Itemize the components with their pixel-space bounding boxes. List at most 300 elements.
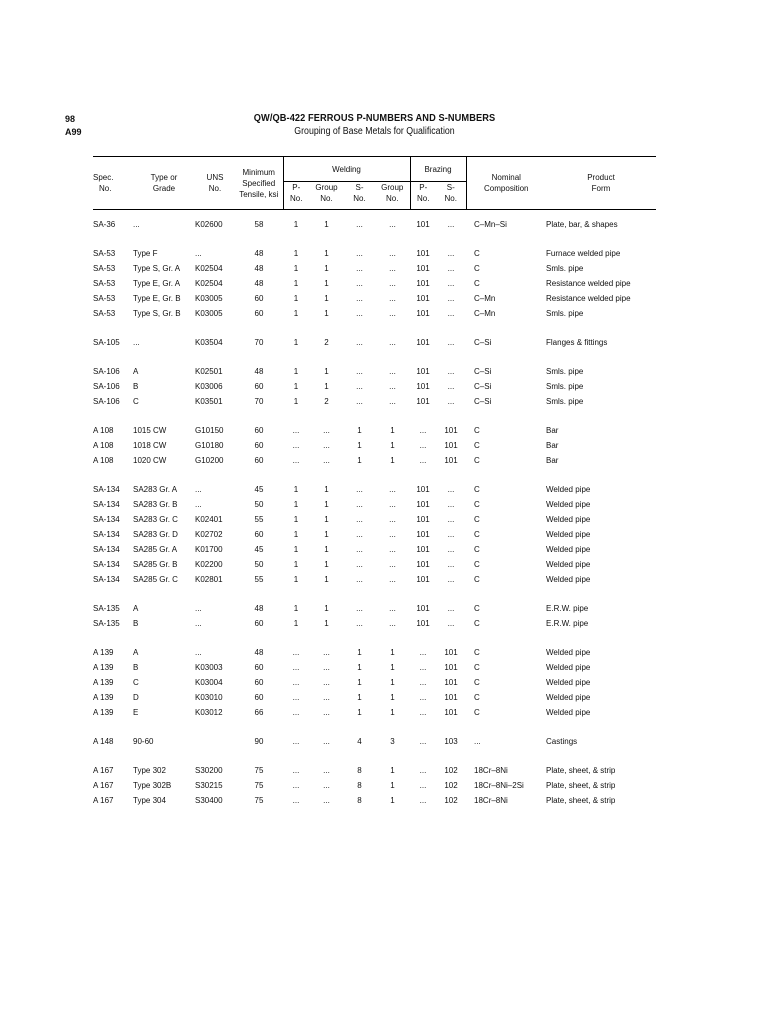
welding-group-cell: ... [323, 648, 330, 657]
group-spacer [93, 210, 656, 218]
composition-cell: C [474, 485, 480, 494]
type-cell: Type 302 [133, 766, 166, 775]
welding-p-cell: ... [292, 441, 300, 450]
tensile-cell: 45 [254, 545, 264, 554]
uns-cell: K03003 [195, 663, 223, 672]
uns-cell: ... [195, 500, 202, 509]
table-row [93, 793, 656, 808]
uns-cell: K02501 [195, 367, 223, 376]
type-cell: SA285 Gr. A [133, 545, 178, 554]
welding-group2-cell: ... [389, 545, 396, 554]
welding-s-cell: ... [356, 338, 363, 347]
group-spacer [93, 350, 656, 364]
welding-p-cell: 1 [293, 382, 299, 391]
composition-cell: C–Mn [474, 309, 496, 318]
spacer-cell [93, 232, 656, 246]
welding-group2-cell: ... [389, 309, 396, 318]
tensile-cell: 60 [254, 294, 264, 303]
welding-s-cell: ... [356, 382, 363, 391]
spec-cell: SA-134 [93, 515, 120, 524]
brazing-s-cell: ... [447, 382, 455, 391]
group-spacer [93, 232, 656, 246]
composition-cell: C [474, 249, 480, 258]
welding-s-cell: 1 [357, 426, 362, 435]
spec-cell: SA-134 [93, 500, 120, 509]
form-cell: Welded pipe [546, 500, 591, 509]
tensile-cell: 75 [254, 796, 264, 805]
composition-cell: C [474, 678, 480, 687]
col-composition-header: Nominal Composition [466, 157, 546, 210]
brazing-p-cell: 101 [416, 397, 430, 406]
group-spacer [93, 321, 656, 335]
type-cell: Type E, Gr. B [133, 294, 181, 303]
table-row [93, 379, 656, 394]
tensile-cell: 58 [254, 220, 264, 229]
welding-s-cell: ... [356, 530, 363, 539]
group-spacer [93, 409, 656, 423]
tensile-cell: 48 [254, 367, 264, 376]
welding-group2-cell: ... [389, 382, 396, 391]
spacer-cell [93, 631, 656, 645]
uns-cell: ... [195, 648, 202, 657]
brazing-p-cell: ... [419, 426, 427, 435]
tensile-cell: 48 [254, 604, 264, 613]
col-spec-header: Spec. No. [93, 157, 133, 210]
type-cell: SA283 Gr. A [133, 485, 178, 494]
spec-cell: A 108 [93, 426, 114, 435]
welding-p-cell: 1 [293, 279, 299, 288]
welding-p-cell: ... [292, 781, 300, 790]
brazing-p-cell: 101 [416, 220, 430, 229]
spacer-cell [93, 210, 656, 218]
table-row [93, 572, 656, 587]
welding-group2-cell: ... [389, 604, 396, 613]
composition-cell: 18Cr–8Ni [474, 796, 508, 805]
brazing-p-cell: 101 [416, 264, 430, 273]
tensile-cell: 70 [254, 397, 264, 406]
welding-s-cell: ... [356, 397, 363, 406]
welding-s-cell: ... [356, 220, 363, 229]
type-cell: 1020 CW [133, 456, 167, 465]
table-row [93, 778, 656, 793]
spec-cell: A 139 [93, 648, 114, 657]
type-cell: Type 302B [133, 781, 172, 790]
welding-group2-cell: ... [389, 397, 396, 406]
type-cell: ... [133, 338, 140, 347]
tensile-cell: 60 [254, 426, 264, 435]
welding-group2-cell: ... [389, 515, 396, 524]
composition-cell: C [474, 545, 480, 554]
welding-group2-cell: 1 [390, 456, 395, 465]
welding-s-cell: ... [356, 560, 363, 569]
uns-cell: S30400 [195, 796, 223, 805]
spec-cell: SA-106 [93, 397, 120, 406]
welding-p-cell: 1 [293, 500, 299, 509]
welding-p-cell: 1 [293, 338, 299, 347]
tensile-cell: 60 [254, 619, 264, 628]
type-cell: Type 304 [133, 796, 166, 805]
type-cell: Type S, Gr. B [133, 309, 181, 318]
brazing-s-cell: ... [447, 619, 455, 628]
welding-s-cell: ... [356, 545, 363, 554]
tensile-cell: 60 [254, 309, 264, 318]
form-cell: Welded pipe [546, 530, 591, 539]
type-cell: C [133, 678, 139, 687]
brazing-s-cell: ... [447, 560, 455, 569]
brazing-p-cell: 101 [416, 604, 430, 613]
header-row-top [93, 157, 656, 182]
welding-group-cell: 1 [324, 560, 329, 569]
welding-s-cell: ... [356, 515, 363, 524]
table-row [93, 542, 656, 557]
welding-s-cell: 4 [357, 737, 362, 746]
welding-group2-cell: ... [389, 220, 396, 229]
type-cell: B [133, 382, 139, 391]
spec-cell: A 167 [93, 796, 114, 805]
brazing-s-cell: 101 [444, 663, 458, 672]
welding-group-cell: 1 [324, 367, 329, 376]
welding-p-cell: 1 [293, 264, 299, 273]
table-row [93, 394, 656, 409]
group-spacer [93, 749, 656, 763]
brazing-s-cell: 101 [444, 456, 458, 465]
spec-cell: SA-53 [93, 249, 116, 258]
welding-s-cell: 1 [357, 693, 362, 702]
brazing-s-cell: ... [447, 309, 455, 318]
brazing-s-cell: ... [447, 575, 455, 584]
table-row [93, 690, 656, 705]
tensile-cell: 45 [254, 485, 264, 494]
welding-group2-cell: 3 [390, 737, 395, 746]
form-cell: Plate, sheet, & strip [546, 781, 616, 790]
welding-group2-cell: 1 [390, 663, 395, 672]
welding-group-cell: 2 [324, 338, 329, 347]
col-welding-group-header: Group No. [315, 183, 338, 203]
welding-s-cell: ... [356, 249, 363, 258]
tensile-cell: 75 [254, 766, 264, 775]
spec-cell: A 148 [93, 737, 114, 746]
table-row [93, 335, 656, 350]
welding-group2-cell: ... [389, 367, 396, 376]
table-row [93, 217, 656, 232]
welding-group-cell: 1 [324, 309, 329, 318]
brazing-s-cell: 101 [444, 708, 458, 717]
brazing-s-cell: 101 [444, 648, 458, 657]
welding-group-cell: 1 [324, 530, 329, 539]
welding-s-cell: 1 [357, 456, 362, 465]
brazing-p-cell: ... [419, 781, 427, 790]
welding-group-cell: ... [323, 426, 330, 435]
brazing-p-cell: 101 [416, 294, 430, 303]
brazing-p-cell: 101 [416, 530, 430, 539]
spec-cell: A 139 [93, 678, 114, 687]
tensile-cell: 60 [254, 382, 264, 391]
welding-s-cell: 8 [357, 796, 362, 805]
welding-group-cell: 2 [324, 397, 329, 406]
form-cell: Smls. pipe [546, 367, 584, 376]
brazing-p-cell: 101 [416, 545, 430, 554]
form-cell: Welded pipe [546, 545, 591, 554]
table-title: QW/QB-422 FERROUS P-NUMBERS AND S-NUMBERS [253, 112, 496, 124]
spec-cell: SA-135 [93, 619, 120, 628]
col-uns-header: UNS No. [195, 157, 235, 210]
col-welding-p-header: P- No. [283, 182, 309, 210]
spec-cell: A 108 [93, 456, 114, 465]
welding-group-cell: 1 [324, 619, 329, 628]
table-row [93, 291, 656, 306]
welding-group-cell: 1 [324, 545, 329, 554]
uns-cell: ... [195, 619, 202, 628]
welding-group2-cell: ... [389, 530, 396, 539]
welding-p-cell: 1 [293, 530, 299, 539]
brazing-s-cell: ... [447, 397, 455, 406]
table-row [93, 438, 656, 453]
brazing-s-cell: ... [447, 220, 455, 229]
welding-p-cell: 1 [293, 309, 299, 318]
welding-p-cell: 1 [293, 294, 299, 303]
welding-p-cell: ... [292, 678, 300, 687]
welding-group-cell: ... [323, 693, 330, 702]
brazing-group-header: Brazing [410, 157, 466, 182]
brazing-p-cell: ... [419, 737, 427, 746]
form-cell: E.R.W. pipe [546, 619, 589, 628]
form-cell: Bar [546, 441, 559, 450]
composition-cell: ... [474, 737, 481, 746]
welding-s-cell: ... [356, 309, 363, 318]
form-cell: Welded pipe [546, 708, 591, 717]
welding-s-cell: 1 [357, 663, 362, 672]
type-cell: D [133, 693, 139, 702]
welding-p-cell: 1 [293, 220, 299, 229]
table-row [93, 527, 656, 542]
welding-s-cell: 8 [357, 781, 362, 790]
welding-p-cell: 1 [293, 515, 299, 524]
brazing-p-cell: 101 [416, 249, 430, 258]
welding-s-cell: 1 [357, 441, 362, 450]
brazing-s-cell: ... [447, 515, 455, 524]
uns-cell: K03005 [195, 309, 223, 318]
type-cell: A [133, 367, 139, 376]
composition-cell: C–Si [474, 382, 492, 391]
table-row [93, 246, 656, 261]
col-brazing-s-header: S- No. [436, 182, 466, 210]
form-cell: Welded pipe [546, 693, 591, 702]
col-welding-group2-header: Group No. [375, 182, 410, 210]
type-cell: B [133, 619, 139, 628]
spec-cell: A 139 [93, 693, 114, 702]
spec-cell: A 108 [93, 441, 114, 450]
welding-s-cell: ... [356, 264, 363, 273]
uns-cell: K02504 [195, 279, 223, 288]
composition-cell: C [474, 279, 480, 288]
form-cell: Welded pipe [546, 560, 591, 569]
brazing-p-cell: 101 [416, 367, 430, 376]
col-brazing-p-header: P- No. [417, 183, 430, 203]
brazing-s-cell: ... [447, 604, 455, 613]
welding-group-cell: 1 [324, 575, 329, 584]
welding-s-cell: ... [356, 485, 363, 494]
spec-cell: A 139 [93, 708, 114, 717]
composition-cell: C–Si [474, 367, 492, 376]
table-row [93, 482, 656, 497]
uns-cell: K03501 [195, 397, 223, 406]
brazing-p-cell: 101 [416, 619, 430, 628]
table-row [93, 601, 656, 616]
uns-cell: G10150 [195, 426, 224, 435]
welding-p-cell: ... [292, 426, 300, 435]
form-cell: Resistance welded pipe [546, 294, 631, 303]
spec-cell: SA-135 [93, 604, 120, 613]
uns-cell: K02702 [195, 530, 223, 539]
spec-cell: SA-134 [93, 575, 120, 584]
brazing-s-cell: ... [447, 264, 455, 273]
welding-p-cell: ... [292, 708, 300, 717]
welding-group2-cell: ... [389, 279, 396, 288]
brazing-p-cell: ... [419, 663, 427, 672]
welding-group-cell: ... [323, 678, 330, 687]
type-cell: Type S, Gr. A [133, 264, 181, 273]
uns-cell: K03504 [195, 338, 223, 347]
uns-cell: K03005 [195, 294, 223, 303]
welding-s-cell: 1 [357, 708, 362, 717]
type-cell: 90-60 [133, 737, 154, 746]
welding-group2-cell: 1 [390, 796, 395, 805]
welding-group-cell: ... [323, 796, 330, 805]
brazing-p-cell: 101 [416, 309, 430, 318]
spacer-cell [93, 720, 656, 734]
welding-s-cell: ... [356, 294, 363, 303]
uns-cell: K02401 [195, 515, 223, 524]
brazing-s-cell: ... [447, 485, 455, 494]
uns-cell: K02801 [195, 575, 223, 584]
welding-group-cell: 1 [324, 500, 329, 509]
brazing-p-cell: ... [419, 708, 427, 717]
welding-group-cell: 1 [324, 604, 329, 613]
group-spacer [93, 468, 656, 482]
table-row [93, 453, 656, 468]
uns-cell: G10200 [195, 456, 224, 465]
tensile-cell: 48 [254, 279, 264, 288]
spec-cell: SA-106 [93, 382, 120, 391]
table-row [93, 734, 656, 749]
composition-cell: C [474, 575, 480, 584]
brazing-p-cell: ... [419, 796, 427, 805]
welding-group-cell: 1 [324, 220, 329, 229]
welding-group2-cell: ... [389, 249, 396, 258]
welding-group-cell: 1 [324, 515, 329, 524]
table-subtitle: Grouping of Base Metals for Qualification [294, 126, 455, 137]
form-cell: Resistance welded pipe [546, 279, 631, 288]
brazing-p-cell: ... [419, 648, 427, 657]
composition-cell: 18Cr–8Ni [474, 766, 508, 775]
brazing-p-cell: 101 [416, 382, 430, 391]
tensile-cell: 60 [254, 441, 264, 450]
group-spacer [93, 720, 656, 734]
composition-cell: C–Si [474, 397, 492, 406]
welding-group-cell: ... [323, 441, 330, 450]
welding-group-cell: 1 [324, 279, 329, 288]
form-cell: Welded pipe [546, 515, 591, 524]
brazing-s-cell: ... [447, 249, 455, 258]
composition-cell: C [474, 663, 480, 672]
form-cell: Smls. pipe [546, 264, 584, 273]
tensile-cell: 70 [254, 338, 264, 347]
form-cell: Welded pipe [546, 648, 591, 657]
type-cell: A [133, 604, 139, 613]
tensile-cell: 90 [254, 737, 264, 746]
table-caption [93, 111, 656, 139]
welding-p-cell: 1 [293, 604, 299, 613]
tensile-cell: 55 [254, 575, 264, 584]
uns-cell: K03004 [195, 678, 223, 687]
table-row [93, 423, 656, 438]
form-cell: Welded pipe [546, 678, 591, 687]
spacer-cell [93, 468, 656, 482]
welding-group-cell: 1 [324, 485, 329, 494]
brazing-p-cell: 101 [416, 500, 430, 509]
composition-cell: C [474, 515, 480, 524]
form-cell: Flanges & fittings [546, 338, 608, 347]
spacer-cell [93, 749, 656, 763]
welding-s-cell: 1 [357, 648, 362, 657]
uns-cell: G10180 [195, 441, 224, 450]
brazing-s-cell: ... [447, 279, 455, 288]
table-row [93, 675, 656, 690]
group-spacer [93, 587, 656, 601]
spacer-cell [93, 409, 656, 423]
tensile-cell: 60 [254, 678, 264, 687]
welding-p-cell: 1 [293, 560, 299, 569]
form-cell: Plate, sheet, & strip [546, 766, 616, 775]
brazing-p-cell: ... [419, 678, 427, 687]
tensile-cell: 50 [254, 560, 264, 569]
composition-cell: C [474, 648, 480, 657]
welding-p-cell: ... [292, 693, 300, 702]
welding-group-cell: ... [323, 708, 330, 717]
welding-s-cell: ... [356, 367, 363, 376]
p-numbers-table [93, 156, 656, 808]
brazing-s-cell: 102 [444, 781, 458, 790]
uns-cell: ... [195, 604, 202, 613]
welding-p-cell: ... [292, 737, 300, 746]
spec-cell: SA-134 [93, 485, 120, 494]
tensile-cell: 60 [254, 663, 264, 672]
tensile-cell: 60 [254, 530, 264, 539]
spacer-cell [93, 587, 656, 601]
welding-p-cell: ... [292, 796, 300, 805]
brazing-s-cell: ... [447, 294, 455, 303]
brazing-p-cell: 101 [416, 338, 430, 347]
type-cell: A [133, 648, 139, 657]
table-row [93, 276, 656, 291]
type-cell: Type F [133, 249, 158, 258]
col-type-header: Type or Grade [133, 157, 195, 210]
uns-cell [195, 734, 235, 749]
table-row [93, 497, 656, 512]
uns-cell: S30215 [195, 781, 223, 790]
uns-cell: K02600 [195, 220, 223, 229]
welding-p-cell: 1 [293, 397, 299, 406]
welding-group2-cell: 1 [390, 648, 395, 657]
type-cell: C [133, 397, 139, 406]
tensile-cell: 55 [254, 515, 264, 524]
brazing-p-cell: ... [419, 766, 427, 775]
form-cell: Bar [546, 426, 559, 435]
welding-group2-cell: 1 [390, 678, 395, 687]
welding-group-cell: 1 [324, 249, 329, 258]
welding-p-cell: 1 [293, 575, 299, 584]
welding-group2-cell: 1 [390, 426, 395, 435]
